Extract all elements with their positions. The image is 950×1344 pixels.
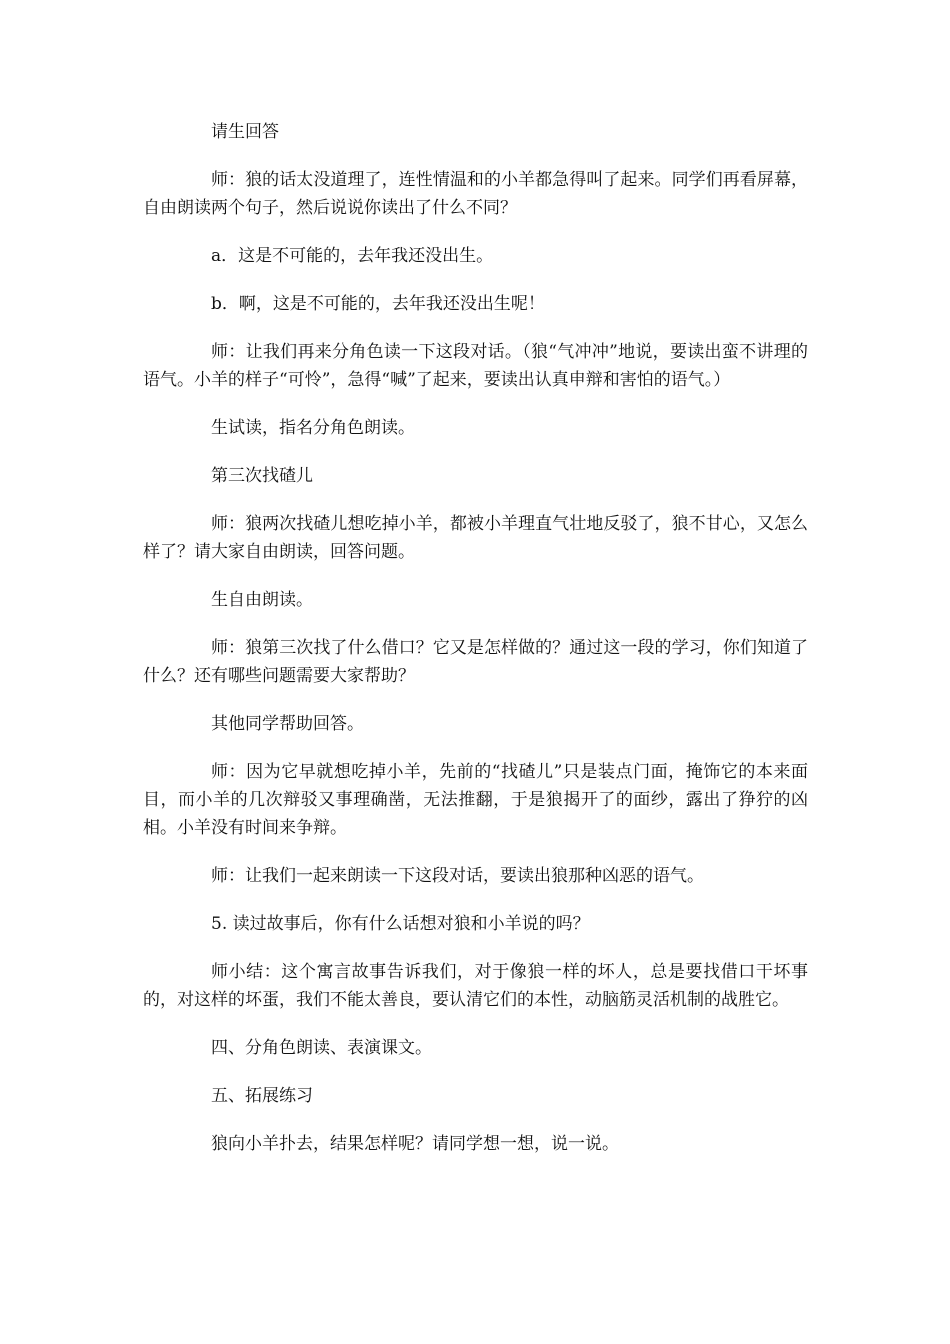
- paragraph-8: 师：狼两次找碴儿想吃掉小羊，都被小羊理直气壮地反驳了，狼不甘心，又怎么样了？请大家自由朗读，回答问题。: [143, 514, 808, 562]
- paragraph-6: 生试读，指名分角色朗读。: [211, 418, 415, 438]
- paragraph-9: 生自由朗读。: [211, 590, 313, 610]
- paragraph-15: 师小结：这个寓言故事告诉我们，对于像狼一样的坏人，总是要找借口干坏事的，对这样的坏蛋，我们不能太善良，要认清它们的本性，动脑筋灵活机制的战胜它。: [143, 962, 808, 1010]
- paragraph-5: 师：让我们再来分角色读一下这段对话。（狼“气冲冲”地说，要读出蛮不讲理的语气。小羊的样子“可怜”，急得“喊”了起来，要读出认真申辩和害怕的语气。）: [143, 342, 808, 390]
- paragraph-16: 四、分角色朗读、表演课文。: [211, 1038, 432, 1058]
- paragraph-7: 第三次找碴儿: [211, 466, 313, 486]
- document-body: [143, 118, 808, 1178]
- paragraph-11: 其他同学帮助回答。: [211, 714, 364, 734]
- paragraph-12: 师：因为它早就想吃掉小羊，先前的“找碴儿”只是装点门面，掩饰它的本来面目，而小羊的几次辩驳又事理确凿，无法推翻，于是狼揭开了的面纱，露出了狰狞的凶相。小羊没有时间来争辩。: [143, 762, 808, 838]
- paragraph-14: 5. 读过故事后，你有什么话想对狼和小羊说的吗？: [211, 914, 590, 934]
- paragraph-13: 师：让我们一起来朗读一下这段对话，要读出狼那种凶恶的语气。: [211, 866, 704, 886]
- paragraph-10: 师：狼第三次找了什么借口？它又是怎样做的？通过这一段的学习，你们知道了什么？还有哪些问题需要大家帮助？: [143, 638, 808, 686]
- paragraph-17: 五、拓展练习: [211, 1086, 313, 1106]
- paragraph-4: b．啊，这是不可能的，去年我还没出生呢！: [211, 294, 545, 314]
- paragraph-1: 请生回答: [211, 122, 279, 142]
- paragraph-3: a．这是不可能的，去年我还没出生。: [211, 246, 494, 266]
- paragraph-18: 狼向小羊扑去，结果怎样呢？请同学想一想，说一说。: [211, 1134, 619, 1154]
- paragraph-2: 师：狼的话太没道理了，连性情温和的小羊都急得叫了起来。同学们再看屏幕，自由朗读两个句子，然后说说你读出了什么不同？: [143, 170, 808, 218]
